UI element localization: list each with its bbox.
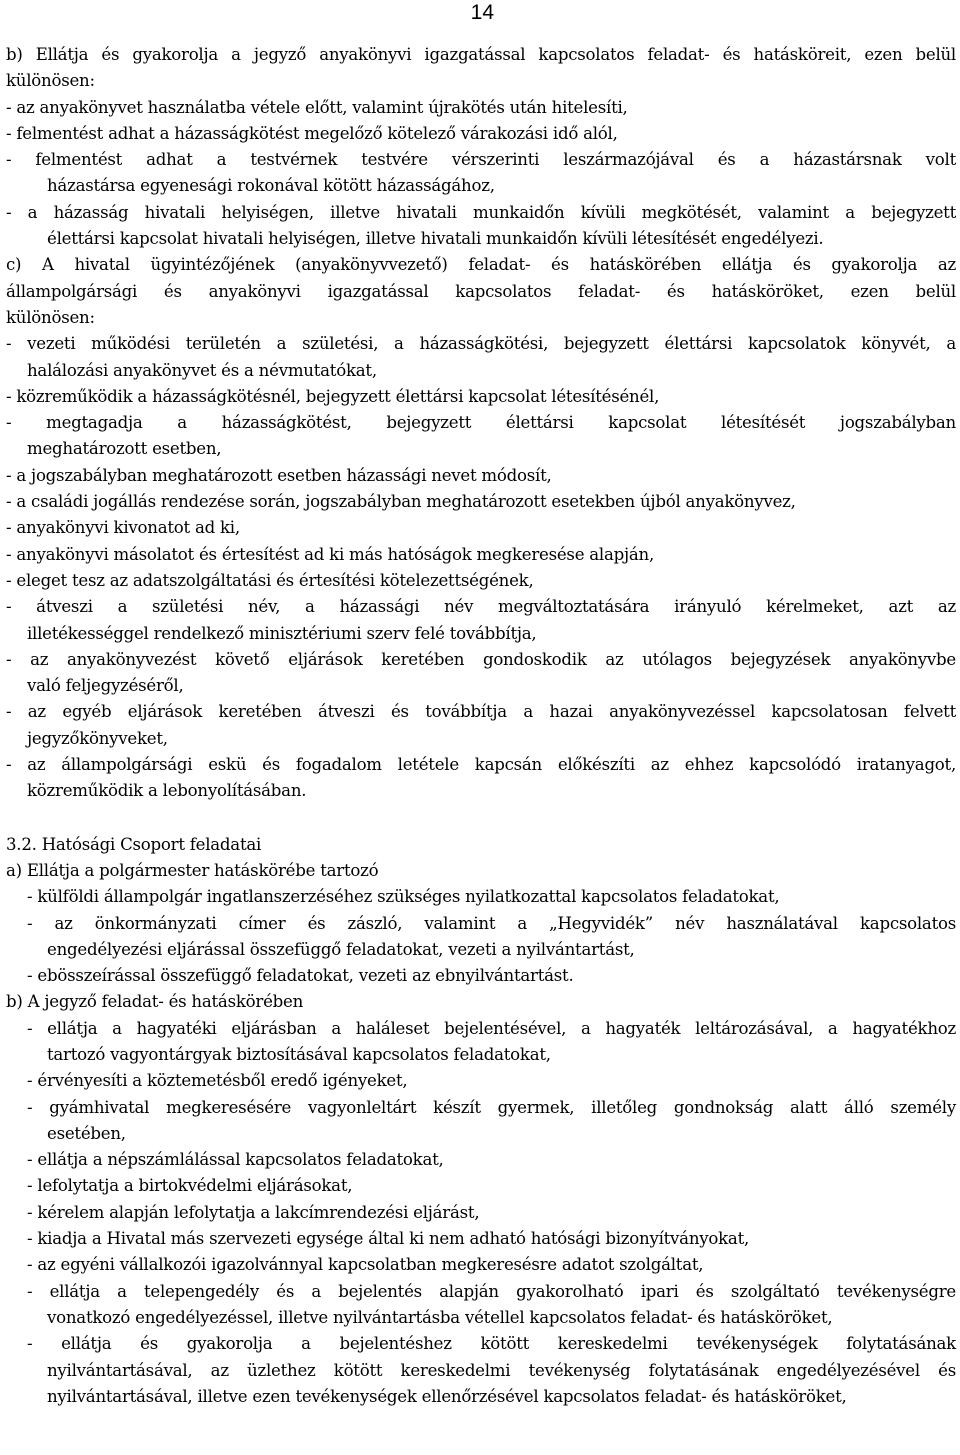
- text-line: - gyámhivatal megkeresésére vagyonleltárt készít gyermek, illetőleg gondnokság alatt álló személy: [27, 1097, 956, 1117]
- text-line: - ebösszeírással összefüggő feladatokat, vezeti az ebnyilvántartást.: [27, 966, 574, 986]
- text-line: - eleget tesz az adatszolgáltatási és értesítési kötelezettségének,: [6, 570, 534, 590]
- text-line: - kiadja a Hivatal más szervezeti egysége által ki nem adható hatósági bizonyítványokat,: [27, 1229, 750, 1249]
- text-line: nyilvántartásával, az üzlethez kötött kereskedelmi tevékenység folytatásának engedélyezésével és: [47, 1360, 956, 1380]
- text-line: való feljegyzéséről,: [27, 676, 184, 696]
- text-line: vonatkozó engedélyezéssel, illetve nyilvántartásba vétellel kapcsolatos feladat- és hatásköröket,: [47, 1307, 833, 1327]
- text-line: - közreműködik a házasságkötésnél, bejegyzett élettársi kapcsolat létesítésénél,: [6, 386, 660, 406]
- text-line: nyilvántartásával, illetve ezen tevékenységek ellenőrzésével kapcsolatos feladat- és hatásköröket,: [47, 1386, 847, 1406]
- text-line: - ellátja a telepengedély és a bejelentés alapján gyakorolható ipari és szolgáltató tevékenységre: [27, 1281, 956, 1301]
- text-line: - megtagadja a házasságkötést, bejegyzett élettársi kapcsolat létesítését jogszabályban: [6, 413, 956, 433]
- text-line: - felmentést adhat a házasságkötést megelőző kötelező várakozási idő alól,: [6, 123, 618, 143]
- text-line: házastársa egyenesági rokonával kötött házasságához,: [47, 176, 495, 196]
- page-number: 14: [470, 1, 494, 24]
- text-line: esetében,: [47, 1123, 126, 1143]
- blank-line: [6, 805, 956, 832]
- text-line: - az anyakönyvezést követő eljárások keretében gondoskodik az utólagos bejegyzések anyakönyvbe: [6, 649, 956, 669]
- text-line: különösen:: [6, 71, 95, 91]
- text-line: - a jogszabályban meghatározott esetben házassági nevet módosít,: [6, 465, 552, 485]
- text-line: - érvényesíti a köztemetésből eredő igényeket,: [27, 1071, 408, 1091]
- text-line: - az egyéb eljárások keretében átveszi és továbbítja a hazai anyakönyvezéssel kapcsolatosan felvett: [6, 702, 956, 722]
- text-line: - külföldi állampolgár ingatlanszerzéséhez szükséges nyilatkozattal kapcsolatos feladatokat,: [27, 887, 780, 907]
- text-line: jegyzőkönyveket,: [27, 728, 168, 748]
- text-line: halálozási anyakönyvet és a névmutatókat,: [27, 360, 377, 380]
- text-line: b) Ellátja és gyakorolja a jegyző anyakönyvi igazgatással kapcsolatos feladat- és hatásköreit, ezen belül: [6, 45, 956, 64]
- text-line: közreműködik a lebonyolításában.: [27, 781, 307, 801]
- text-line: - az önkormányzati címer és zászló, valamint a „Hegyvidék” név használatával kapcsolatos: [27, 913, 956, 933]
- text-line: engedélyezési eljárással összefüggő feladatokat, vezeti a nyilvántartást,: [47, 939, 635, 959]
- text-line: állampolgársági és anyakönyvi igazgatással kapcsolatos feladat- és hatásköröket, ezen belül: [6, 281, 956, 301]
- text-line: illetékességgel rendelkező minisztériumi szerv felé továbbítja,: [27, 623, 537, 643]
- text-line: - kérelem alapján lefolytatja a lakcímrendezési eljárást,: [27, 1202, 480, 1222]
- text-line: - a házasság hivatali helyiségen, illetve hivatali munkaidőn kívüli megkötését, valamint a bejegyzett: [6, 202, 956, 222]
- text-line: - felmentést adhat a testvérnek testvére vérszerinti leszármazójával és a házastársnak volt: [6, 150, 956, 170]
- text-line: - ellátja a hagyatéki eljárásban a haláleset bejelentésével, a hagyaték leltározásával, a hagyatékhoz: [27, 1018, 956, 1038]
- text-line: c) A hivatal ügyintézőjének (anyakönyvvezető) feladat- és hatáskörében ellátja és gyakorolja az: [6, 255, 956, 275]
- text-line: - lefolytatja a birtokvédelmi eljárásokat,: [27, 1176, 353, 1196]
- text-line: 3.2. Hatósági Csoport feladatai: [6, 834, 262, 854]
- text-line: - az egyéni vállalkozói igazolvánnyal kapcsolatban megkeresésre adatot szolgáltat,: [27, 1255, 704, 1275]
- text-line: tartozó vagyontárgyak biztosításával kapcsolatos feladatokat,: [47, 1044, 551, 1064]
- text-line: - vezeti működési területén a születési, a házasságkötési, bejegyzett élettársi kapcsolatok könyvét, a: [6, 334, 956, 354]
- text-line: - átveszi a születési név, a házassági név megváltoztatására irányuló kérelmeket, azt az: [6, 597, 956, 617]
- text-line: a) Ellátja a polgármester hatáskörébe tartozó: [6, 860, 379, 880]
- text-line: - az állampolgársági eskü és fogadalom letétele kapcsán előkészíti az ehhez kapcsolódó iratanyagot,: [6, 755, 956, 775]
- text-line: - az anyakönyvet használatba vétele előtt, valamint újrakötés után hitelesíti,: [6, 97, 628, 117]
- text-line: - ellátja és gyakorolja a bejelentéshez kötött kereskedelmi tevékenységek folytatásának: [27, 1334, 956, 1354]
- text-line: - anyakönyvi kivonatot ad ki,: [6, 518, 240, 538]
- text-line: különösen:: [6, 307, 95, 327]
- document-body: [6, 42, 956, 1410]
- text-line: - anyakönyvi másolatot és értesítést ad ki más hatóságok megkeresése alapján,: [6, 544, 655, 564]
- text-line: - ellátja a népszámlálással kapcsolatos feladatokat,: [27, 1150, 444, 1170]
- text-line: élettársi kapcsolat hivatali helyiségen, illetve hivatali munkaidőn kívüli létesítését engedélyezi.: [47, 229, 824, 249]
- text-line: - a családi jogállás rendezése során, jogszabályban meghatározott esetekben újból anyakönyvez,: [6, 492, 796, 512]
- text-line: meghatározott esetben,: [27, 439, 222, 459]
- text-line: b) A jegyző feladat- és hatáskörében: [6, 992, 304, 1012]
